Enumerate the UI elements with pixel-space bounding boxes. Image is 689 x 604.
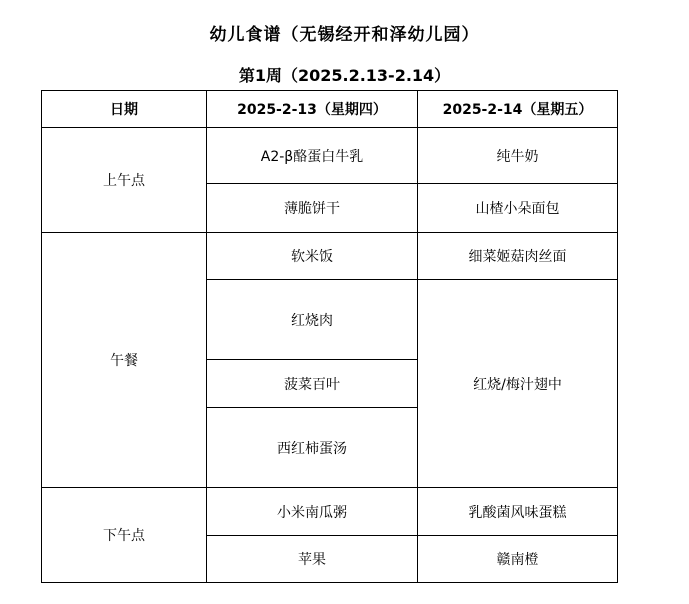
morning-snack-label: 上午点	[42, 128, 207, 233]
table-row	[42, 233, 618, 280]
menu-item: 赣南橙	[418, 536, 618, 583]
menu-item: 苹果	[207, 536, 418, 583]
header-date: 日期	[42, 91, 207, 128]
menu-item: 乳酸菌风味蛋糕	[418, 488, 618, 536]
afternoon-snack-label: 下午点	[42, 488, 207, 583]
menu-item: 细菜姬菇肉丝面	[418, 233, 618, 280]
lunch-label: 午餐	[42, 233, 207, 488]
menu-item: 纯牛奶	[418, 128, 618, 184]
header-day2: 2025-2-14（星期五）	[418, 91, 618, 128]
menu-item: 软米饭	[207, 233, 418, 280]
menu-item: 小米南瓜粥	[207, 488, 418, 536]
header-row	[42, 91, 618, 128]
week-subtitle: 第1周（2025.2.13-2.14）	[238, 66, 451, 85]
menu-item: A2-β酪蛋白牛乳	[207, 128, 418, 184]
page-title: 幼儿食谱（无锡经开和泽幼儿园）	[209, 25, 480, 45]
menu-item: 西红柿蛋汤	[207, 408, 418, 488]
menu-item: 红烧/梅汁翅中	[418, 280, 618, 488]
table-row	[42, 488, 618, 536]
table-row	[42, 128, 618, 184]
menu-item: 红烧肉	[207, 280, 418, 360]
menu-item: 菠菜百叶	[207, 360, 418, 408]
header-day1: 2025-2-13（星期四）	[207, 91, 418, 128]
menu-item: 山楂小朵面包	[418, 184, 618, 233]
menu-item: 薄脆饼干	[207, 184, 418, 233]
menu-table	[41, 90, 618, 583]
